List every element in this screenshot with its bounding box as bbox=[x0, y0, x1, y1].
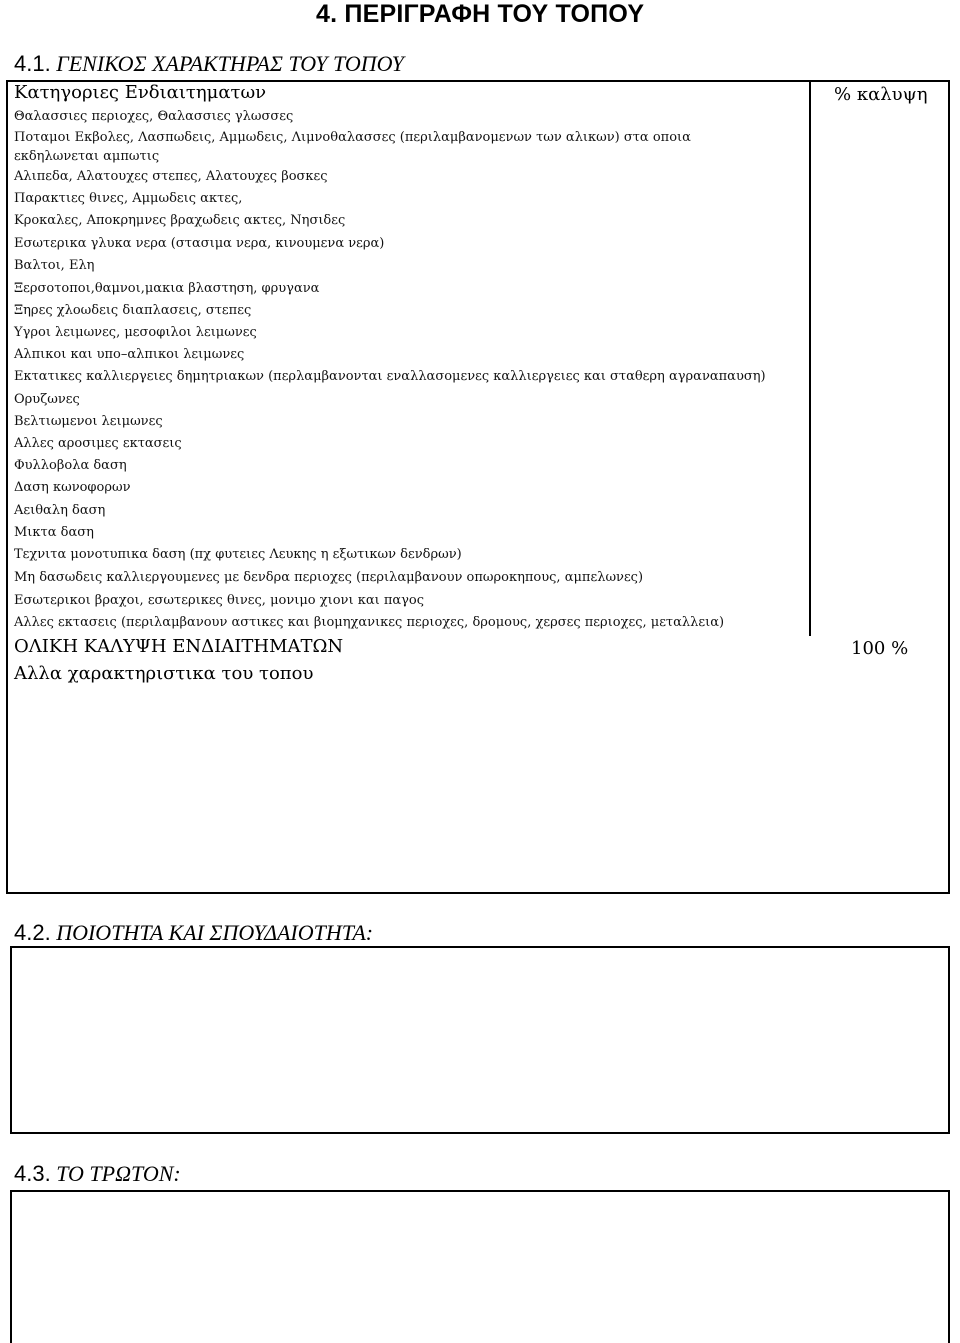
table-row: Θαλασσιες περιοχες, Θαλασσιες γλωσσες bbox=[14, 109, 294, 124]
table-row: Αλλες αροσιμες εκτασεις bbox=[14, 436, 182, 451]
table-row: Αλιπεδα, Αλατουχες στεπες, Αλατουχες βοσκες bbox=[14, 169, 328, 184]
column-divider bbox=[809, 82, 811, 636]
table-row: Εσωτερικοι βραχοι, εσωτερικες θινες, μονιμο χιονι και παγος bbox=[14, 593, 425, 608]
section-title: ΠΟΙΟΤΗΤΑ ΚΑΙ ΣΠΟΥΔΑΙΟΤΗΤΑ: bbox=[56, 920, 374, 945]
section-title: ΓΕΝΙΚΟΣ ΧΑΡΑΚΤΗΡΑΣ ΤΟΥ ΤΟΠΟΥ bbox=[56, 51, 404, 76]
section-number: 4.3. bbox=[14, 1161, 51, 1186]
table-row: Αλλες εκτασεις (περιλαμβανουν αστικες και βιομηχανικες περιοχες, δρομους, χερσες περιοχες, μεταλλεια) bbox=[14, 615, 725, 630]
section-number: 4.1. bbox=[14, 51, 51, 76]
table-row: Δαση κωνοφορων bbox=[14, 480, 131, 495]
habitat-categories-header: Κατηγοριες Ενδιαιτηματων bbox=[14, 82, 267, 103]
quality-importance-textbox[interactable] bbox=[10, 946, 950, 1134]
table-row: Τεχνιτα μονοτυπικα δαση (πχ φυτειες Λευκης η εξωτικων δενδρων) bbox=[14, 547, 462, 562]
table-row: Βαλτοι, Ελη bbox=[14, 258, 95, 273]
table-row: Βελτιωμενοι λειμωνες bbox=[14, 414, 163, 429]
table-row: Εσωτερικα γλυκα νερα (στασιμα νερα, κινουμενα νερα) bbox=[14, 236, 385, 251]
table-row: Αλπικοι και υπο–αλπικοι λειμωνες bbox=[14, 347, 245, 362]
table-row: Ξηρες χλοωδεις διαπλασεις, στεπες bbox=[14, 303, 252, 318]
table-row: Εκτατικες καλλιεργειες δημητριακων (περλαμβανονται εναλλασομενες καλλιεργειες και σταθερη αγραναπαυση) bbox=[14, 369, 766, 384]
table-row: Ορυζωνες bbox=[14, 392, 80, 407]
total-coverage-value: 100 % bbox=[851, 638, 909, 659]
section-number: 4.2. bbox=[14, 920, 51, 945]
table-row: Ξερσοτοποι,θαμνοι,μακια βλαστηση, φρυγανα bbox=[14, 281, 320, 296]
table-row: Φυλλοβολα δαση bbox=[14, 458, 127, 473]
total-coverage-label: ΟΛΙΚΗ ΚΑΛΥΨΗ ΕΝΔΙΑΙΤΗΜΑΤΩΝ bbox=[14, 636, 344, 657]
table-row: Μικτα δαση bbox=[14, 525, 94, 540]
table-row: Κροκαλες, Αποκρημνες βραχωδεις ακτες, Νησιδες bbox=[14, 213, 346, 228]
page-title: 4. ΠΕΡΙΓΡΑΦΗ ΤΟΥ ΤΟΠΟΥ bbox=[316, 0, 645, 28]
section-title: ΤΟ ΤΡΩΤΟΝ: bbox=[56, 1161, 181, 1186]
habitat-table bbox=[6, 80, 950, 894]
section-4-1-heading bbox=[14, 51, 404, 77]
table-row: Παρακτιες θινες, Αμμωδεις ακτες, bbox=[14, 191, 243, 206]
table-row: Ποταμοι Εκβολες, Λασπωδεις, Αμμωδεις, Λιμνοθαλασσες (περιλαμβανομενων των αλικων) στα οποια bbox=[14, 130, 691, 145]
section-4-2-heading bbox=[14, 920, 373, 946]
vulnerability-textbox[interactable] bbox=[10, 1190, 950, 1343]
table-row: εκδηλωνεται αμπωτις bbox=[14, 149, 160, 164]
table-row: Μη δασωδεις καλλιεργουμενες με δενδρα περιοχες (περιλαμβανουν οπωροκηπους, αμπελωνες) bbox=[14, 570, 644, 585]
coverage-percent-header: % καλυψη bbox=[834, 84, 928, 105]
table-row: Υγροι λειμωνες, μεσοφιλοι λειμωνες bbox=[14, 325, 257, 340]
section-4-3-heading bbox=[14, 1161, 181, 1187]
table-row: Αειθαλη δαση bbox=[14, 503, 106, 518]
other-characteristics-label: Αλλα χαρακτηριστικα του τοπου bbox=[14, 663, 314, 684]
